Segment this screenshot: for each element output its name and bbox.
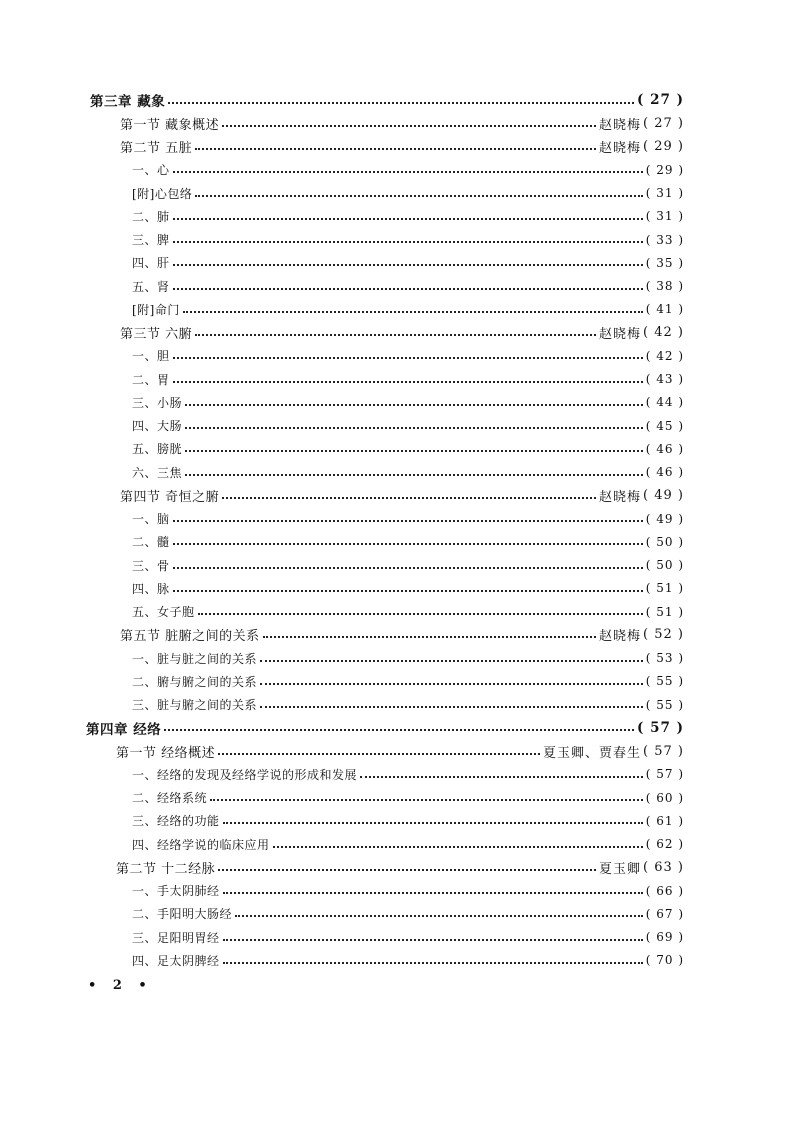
toc-entry-title: 三、脾 (132, 233, 170, 247)
dot-leader (173, 240, 643, 243)
toc-entry-title: 五、膀胱 (132, 442, 183, 457)
toc-item-row (132, 392, 684, 412)
toc-entry-page: ( 53 ) (645, 651, 684, 665)
dot-leader (195, 333, 596, 336)
toc-entry-page: ( 31 ) (645, 209, 684, 224)
dot-leader (173, 380, 643, 383)
toc-entry-page: ( 35 ) (645, 255, 684, 270)
toc-entry-page: ( 51 ) (645, 604, 684, 619)
dot-leader (222, 124, 596, 127)
toc-entry-title: 二、经络系统 (132, 791, 208, 805)
toc-entry-title: 一、手太阴肺经 (132, 884, 220, 898)
toc-item-row (132, 648, 684, 668)
toc-entry-page: ( 62 ) (645, 837, 684, 851)
toc-section-row (116, 857, 684, 877)
dot-leader (173, 217, 643, 220)
dot-leader (198, 612, 643, 615)
page-number: • 2 • (88, 978, 153, 993)
toc-entry-page: ( 49 ) (643, 487, 684, 503)
toc-entry-title: 四、脉 (132, 581, 170, 596)
dot-leader (223, 938, 643, 941)
toc-entry-page: ( 57 ) (643, 743, 684, 759)
toc-entry-title: 四、肝 (132, 256, 170, 271)
toc-entry-title: 一、心 (132, 163, 170, 178)
toc-entry-title: 五、肾 (132, 279, 170, 294)
dot-leader (223, 891, 643, 894)
toc-entry-page: ( 60 ) (645, 790, 684, 805)
toc-item-row (132, 671, 684, 691)
toc-entry-author: 赵晓梅 (599, 141, 642, 156)
toc-entry-title: 三、经络的功能 (132, 814, 220, 829)
toc-entry-title: 第一节 经络概述 (116, 745, 216, 761)
toc-entry-title: 四、经络学说的临床应用 (132, 837, 270, 852)
toc-entry-title: 五、女子胞 (132, 605, 195, 619)
toc-item-row (132, 788, 684, 808)
toc-entry-title: 第一节 藏象概述 (120, 117, 220, 133)
toc-item-row (132, 555, 684, 575)
dot-leader (195, 194, 642, 197)
toc-section-row (120, 113, 684, 133)
toc-item-row (132, 230, 684, 250)
dot-leader (173, 263, 643, 266)
dot-leader (273, 845, 643, 848)
toc-entry-title: 六、三焦 (132, 465, 183, 480)
toc-entry-title: 第三节 六腑 (120, 327, 193, 342)
toc-entry-page: ( 61 ) (645, 813, 684, 828)
toc-entry-page: ( 46 ) (645, 465, 684, 479)
dot-leader (185, 473, 643, 476)
dot-leader (173, 589, 643, 592)
toc-item-row (132, 881, 684, 901)
toc-entry-page: ( 42 ) (643, 325, 684, 340)
toc-entry-page: ( 57 ) (637, 719, 684, 736)
toc-item-row (132, 578, 684, 598)
dot-leader (195, 147, 596, 150)
toc-entry-author: 赵晓梅 (599, 327, 642, 342)
dot-leader (185, 426, 643, 429)
toc-item-row (132, 183, 684, 203)
toc-item-row (132, 695, 684, 715)
toc-entry-page: ( 55 ) (645, 674, 684, 689)
toc-item-row (132, 462, 684, 482)
dot-leader (185, 403, 643, 406)
toc-entry-page: ( 66 ) (645, 883, 684, 898)
dot-leader (260, 705, 643, 708)
toc-entry-title: 三、骨 (132, 558, 170, 573)
dot-leader (173, 566, 643, 569)
toc-item-row (132, 253, 684, 273)
dot-leader (173, 519, 643, 522)
toc-entry-title: 四、足太阴脾经 (132, 953, 220, 968)
toc-entry-page: ( 29 ) (643, 139, 684, 154)
toc-item-row (132, 439, 684, 459)
toc-entry-page: ( 45 ) (645, 418, 684, 433)
toc-entry-page: ( 29 ) (645, 162, 684, 177)
toc-entry-title: 一、经络的发现及经络学说的形成和发展 (132, 767, 358, 782)
toc-chapter-row (86, 718, 684, 738)
toc-entry-title: 一、胆 (132, 349, 170, 364)
toc-item-row (132, 276, 684, 296)
dot-leader (164, 728, 634, 731)
dot-leader (263, 635, 596, 638)
toc-entry-title: 一、脏与脏之间的关系 (132, 651, 258, 666)
toc-entry-title: 一、脑 (132, 512, 170, 526)
dot-leader (185, 449, 643, 452)
toc-entry-page: ( 51 ) (645, 581, 684, 596)
toc-entry-title: 第四节 奇恒之腑 (120, 489, 220, 505)
dot-leader (173, 287, 643, 290)
toc-item-row (132, 834, 684, 854)
toc-entry-page: ( 52 ) (643, 627, 684, 643)
toc-entry-page: ( 67 ) (645, 906, 684, 921)
dot-leader (210, 798, 643, 801)
toc-item-row (132, 950, 684, 970)
dot-leader (222, 496, 596, 499)
toc-entry-title: 二、胃 (132, 372, 170, 387)
toc-entry-page: ( 44 ) (645, 395, 684, 410)
dot-leader (183, 310, 643, 313)
toc-entry-page: ( 42 ) (645, 348, 684, 363)
toc-entry-title: 三、足阳明胃经 (132, 930, 220, 945)
toc-entry-page: ( 50 ) (645, 558, 684, 572)
toc-section-row (120, 625, 684, 645)
dot-leader (168, 101, 634, 104)
toc-item-row (132, 764, 684, 784)
toc-entry-page: ( 41 ) (645, 302, 684, 317)
toc-entry-title: 三、脏与腑之间的关系 (132, 698, 258, 712)
toc-item-row (132, 346, 684, 366)
toc-entry-title: 二、腑与腑之间的关系 (132, 674, 258, 689)
toc-entry-author: 赵晓梅 (599, 489, 642, 505)
dot-leader (235, 914, 643, 917)
toc-chapter-row (90, 90, 684, 110)
toc-entry-page: ( 55 ) (645, 697, 684, 712)
toc-entry-page: ( 43 ) (645, 372, 684, 386)
toc-item-row (132, 602, 684, 622)
toc-entry-page: ( 57 ) (645, 767, 684, 782)
dot-leader (360, 775, 643, 778)
toc-entry-title: [附]命门 (132, 302, 180, 317)
toc-entry-page: ( 49 ) (645, 511, 684, 526)
toc-entry-title: 二、肺 (132, 209, 170, 224)
toc-entry-title: 四、大肠 (132, 419, 183, 433)
dot-leader (223, 821, 643, 824)
dot-leader (218, 752, 540, 755)
dot-leader (260, 682, 643, 685)
toc-entry-author: 夏玉卿 (599, 861, 642, 877)
toc-section-row (120, 323, 684, 343)
toc-entry-title: 第四章 经络 (86, 721, 162, 738)
toc-entry-title: 二、髓 (132, 535, 170, 550)
toc-entry-author: 夏玉卿、贾春生 (543, 745, 642, 761)
dot-leader (218, 868, 596, 871)
toc-entry-title: 第五节 脏腑之间的关系 (120, 629, 260, 645)
toc-entry-page: ( 31 ) (645, 186, 684, 200)
toc-item-row (132, 811, 684, 831)
toc-entry-title: 第二节 十二经脉 (116, 861, 216, 877)
toc-entry-title: 三、小肠 (132, 395, 183, 410)
toc-entry-author: 赵晓梅 (599, 117, 642, 133)
toc-item-row (132, 299, 684, 319)
toc-section-row (120, 485, 684, 505)
toc-entry-page: ( 27 ) (637, 92, 684, 108)
toc-entry-title: [附]心包络 (132, 186, 193, 201)
toc-entry-page: ( 46 ) (645, 441, 684, 456)
toc-item-row (132, 904, 684, 924)
toc-entry-page: ( 69 ) (645, 930, 684, 944)
toc-entry-page: ( 27 ) (643, 115, 684, 131)
toc-item-row (132, 206, 684, 226)
toc-item-row (132, 369, 684, 389)
toc-item-row (132, 160, 684, 180)
toc-entry-page: ( 70 ) (645, 953, 684, 968)
toc-entry-title: 第二节 五脏 (120, 141, 193, 156)
toc-item-row (132, 927, 684, 947)
toc-item-row (132, 532, 684, 552)
toc-section-row (116, 741, 684, 761)
toc-entry-author: 赵晓梅 (599, 629, 642, 645)
dot-leader (260, 659, 643, 662)
toc-item-row (132, 416, 684, 436)
dot-leader (173, 542, 643, 545)
toc-entry-page: ( 63 ) (643, 859, 684, 875)
toc-item-row (132, 509, 684, 529)
toc-entry-title: 第三章 藏象 (90, 94, 166, 110)
dot-leader (173, 170, 643, 173)
toc-entry-page: ( 33 ) (645, 232, 684, 247)
dot-leader (223, 961, 643, 964)
dot-leader (173, 356, 643, 359)
toc-entry-title: 二、手阳明大肠经 (132, 907, 233, 922)
toc-entry-page: ( 38 ) (645, 279, 684, 293)
toc-section-row (120, 137, 684, 157)
toc-entry-page: ( 50 ) (645, 534, 684, 549)
